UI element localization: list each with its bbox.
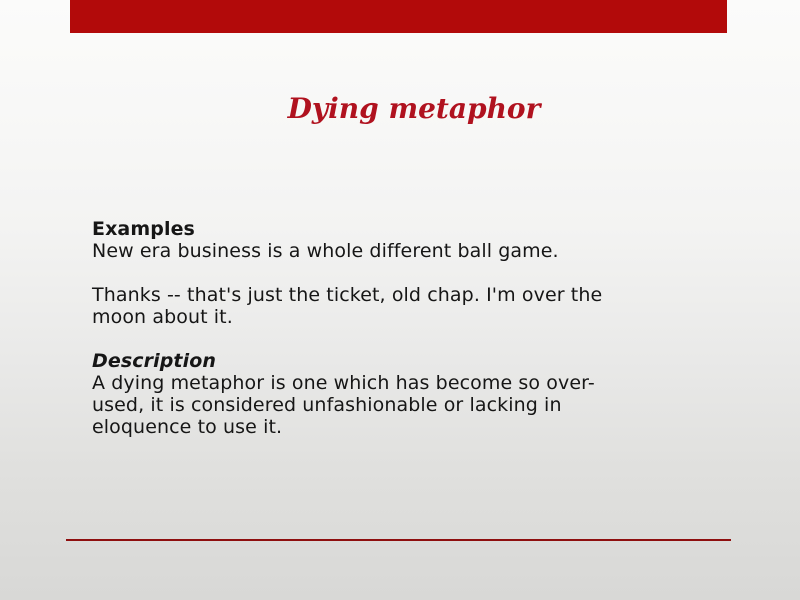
examples-heading: Examples xyxy=(92,218,195,240)
bottom-divider-line xyxy=(66,539,731,541)
description-heading: Description xyxy=(92,350,216,372)
slide-body xyxy=(92,218,717,438)
description-text: A dying metaphor is one which has become so over- used, it is considered unfashionable or lacking in eloquence to use it. xyxy=(92,372,595,438)
top-accent-bar xyxy=(70,0,727,33)
description-section xyxy=(92,350,717,438)
examples-text: New era business is a whole different ball game. Thanks -- that's just the ticket, old chap. I'm over the moon about it. xyxy=(92,240,603,328)
examples-section xyxy=(92,218,717,328)
slide-title: Dying metaphor xyxy=(287,92,541,125)
